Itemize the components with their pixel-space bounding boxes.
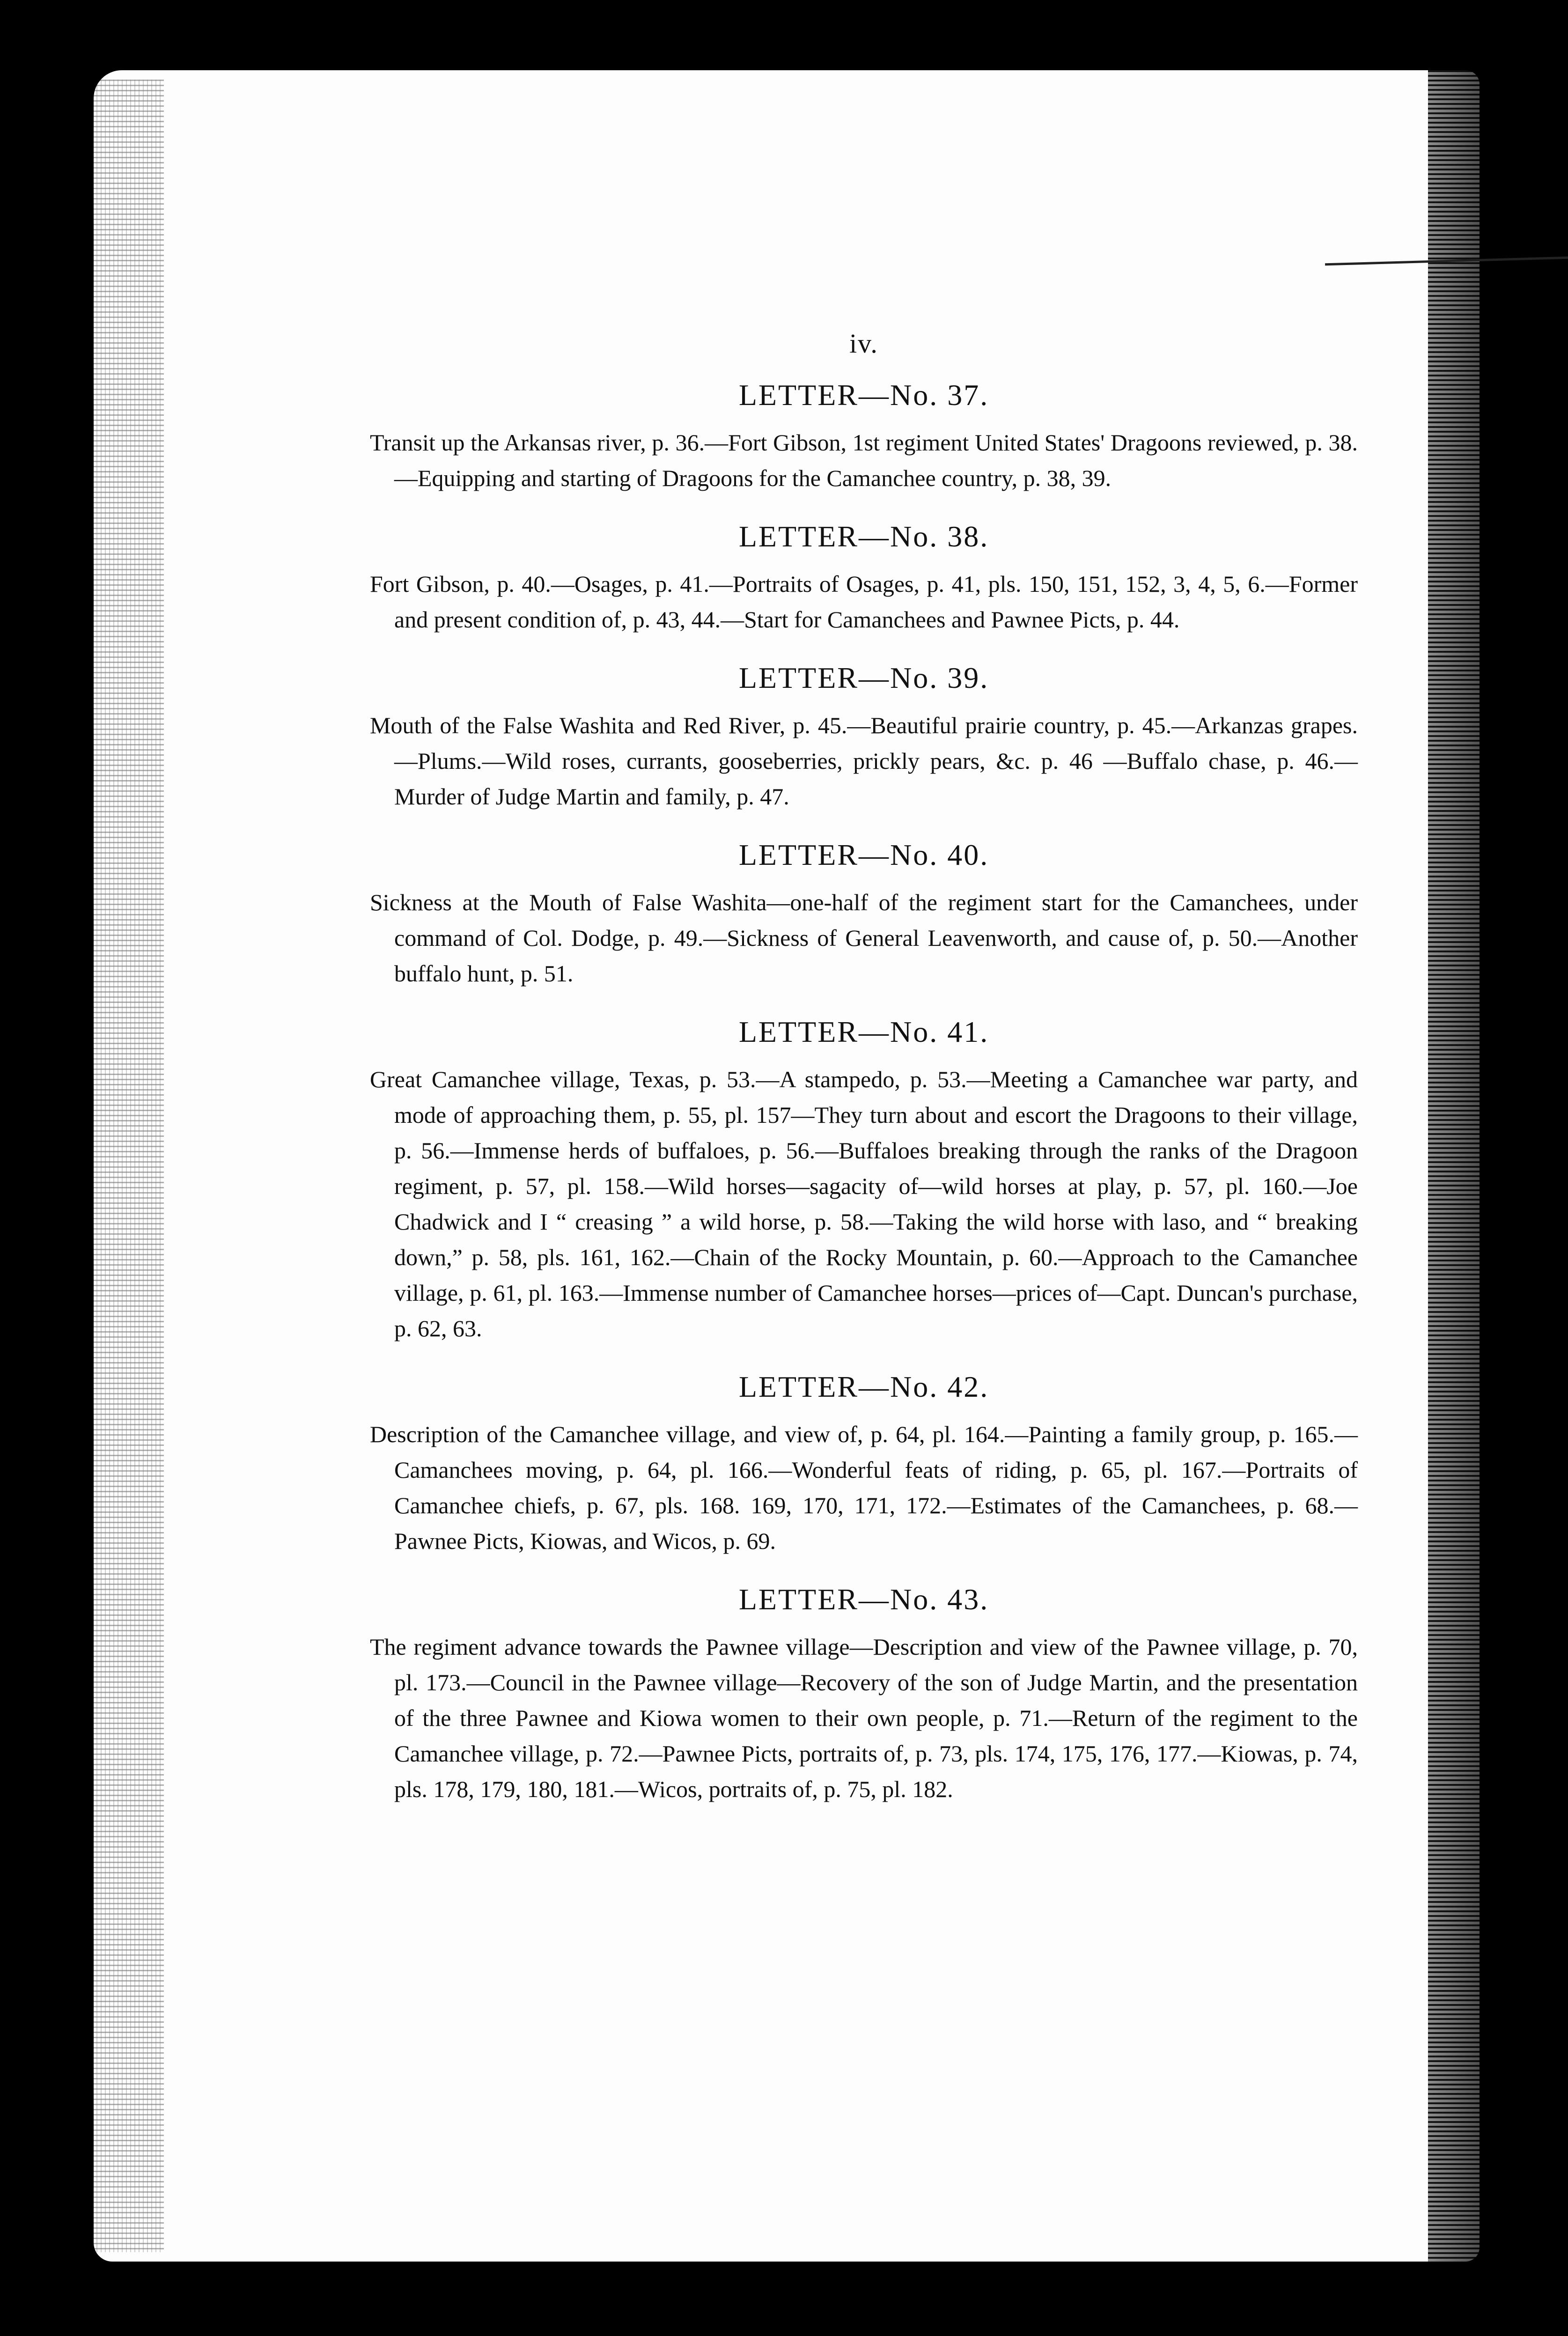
letter-section xyxy=(370,519,1358,637)
page-number: iv. xyxy=(849,328,878,359)
letter-summary: Mouth of the False Washita and Red River, p. 45.—Beautiful prairie country, p. 45.—Arkanzas grapes.—Plums.—Wild roses, currants, gooseberries, prickly pears, &c. p. 46 —Buffalo chase, p. 46.—Murder of Judge Martin and family, p. 47. xyxy=(370,712,1358,810)
letter-summary: Great Camanchee village, Texas, p. 53.—A stampedo, p. 53.—Meeting a Camanchee war party, and mode of approaching them, p. 55, pl. 157—They turn about and escort the Dragoons to their village, p. 56.—Immense herds of buffaloes, p. 56.—Buffaloes breaking through the ranks of the Dragoon regiment, p. 57, pl. 158.—Wild horses—sagacity of—wild horses at play, p. 57, pl. 160.—Joe Chadwick and I “ creasing ” a wild horse, p. 58.—Taking the wild horse with laso, and “ breaking down,” p. 58, pls. 161, 162.—Chain of the Rocky Mountain, p. 60.—Approach to the Camanchee village, p. 61, pl. 163.—Immense number of Camanchee horses—prices of—Capt. Duncan's purchase, p. 62, 63. xyxy=(370,1066,1358,1341)
letter-heading: LETTER—No. 37. xyxy=(738,378,989,412)
letter-section xyxy=(370,661,1358,814)
letter-summary: Transit up the Arkansas river, p. 36.—Fort Gibson, 1st regiment United States' Dragoons reviewed, p. 38.—Equipping and starting of Dragoons for the Camanchee country, p. 38, 39. xyxy=(370,429,1358,491)
table-of-contents xyxy=(370,328,1358,1830)
letter-heading: LETTER—No. 42. xyxy=(738,1370,989,1403)
letter-heading: LETTER—No. 39. xyxy=(738,661,989,694)
letter-heading: LETTER—No. 41. xyxy=(738,1015,989,1048)
letter-section xyxy=(370,1370,1358,1559)
letter-heading: LETTER—No. 43. xyxy=(738,1583,989,1616)
letter-summary: Fort Gibson, p. 40.—Osages, p. 41.—Portraits of Osages, p. 41, pls. 150, 151, 152, 3, 4, 5, 6.—Former and present condition of, p. 43, 44.—Start for Camanchees and Pawnee Picts, p. 44. xyxy=(370,571,1358,633)
letter-heading: LETTER—No. 40. xyxy=(738,838,989,871)
letter-section xyxy=(370,378,1358,496)
letter-summary: Description of the Camanchee village, and view of, p. 64, pl. 164.—Painting a family group, p. 165.—Camanchees moving, p. 64, pl. 166.—Wonderful feats of riding, p. 65, pl. 167.—Portraits of Camanchee chiefs, p. 67, pls. 168. 169, 170, 171, 172.—Estimates of the Camanchees, p. 68.—Pawnee Picts, Kiowas, and Wicos, p. 69. xyxy=(370,1421,1358,1554)
page-edge-right xyxy=(1428,70,1540,2271)
binding-edge-left xyxy=(80,80,164,2252)
letter-summary: The regiment advance towards the Pawnee village—Description and view of the Pawnee village, p. 70, pl. 173.—Council in the Pawnee village—Recovery of the son of Judge Martin, and the presentation of the three Pawnee and Kiowa women to their own people, p. 71.—Return of the regiment to the Camanchee village, p. 72.—Pawnee Picts, portraits of, p. 73, pls. 174, 175, 176, 177.—Kiowas, p. 74, pls. 178, 179, 180, 181.—Wicos, portraits of, p. 75, pl. 182. xyxy=(370,1634,1358,1802)
letter-section xyxy=(370,1015,1358,1346)
letter-section xyxy=(370,1582,1358,1807)
letter-section xyxy=(370,838,1358,991)
letter-heading: LETTER—No. 38. xyxy=(738,520,989,553)
letter-summary: Sickness at the Mouth of False Washita—one-half of the regiment start for the Camanchees, under command of Col. Dodge, p. 49.—Sickness of General Leavenworth, and cause of, p. 50.—Another buffalo hunt, p. 51. xyxy=(370,889,1358,987)
